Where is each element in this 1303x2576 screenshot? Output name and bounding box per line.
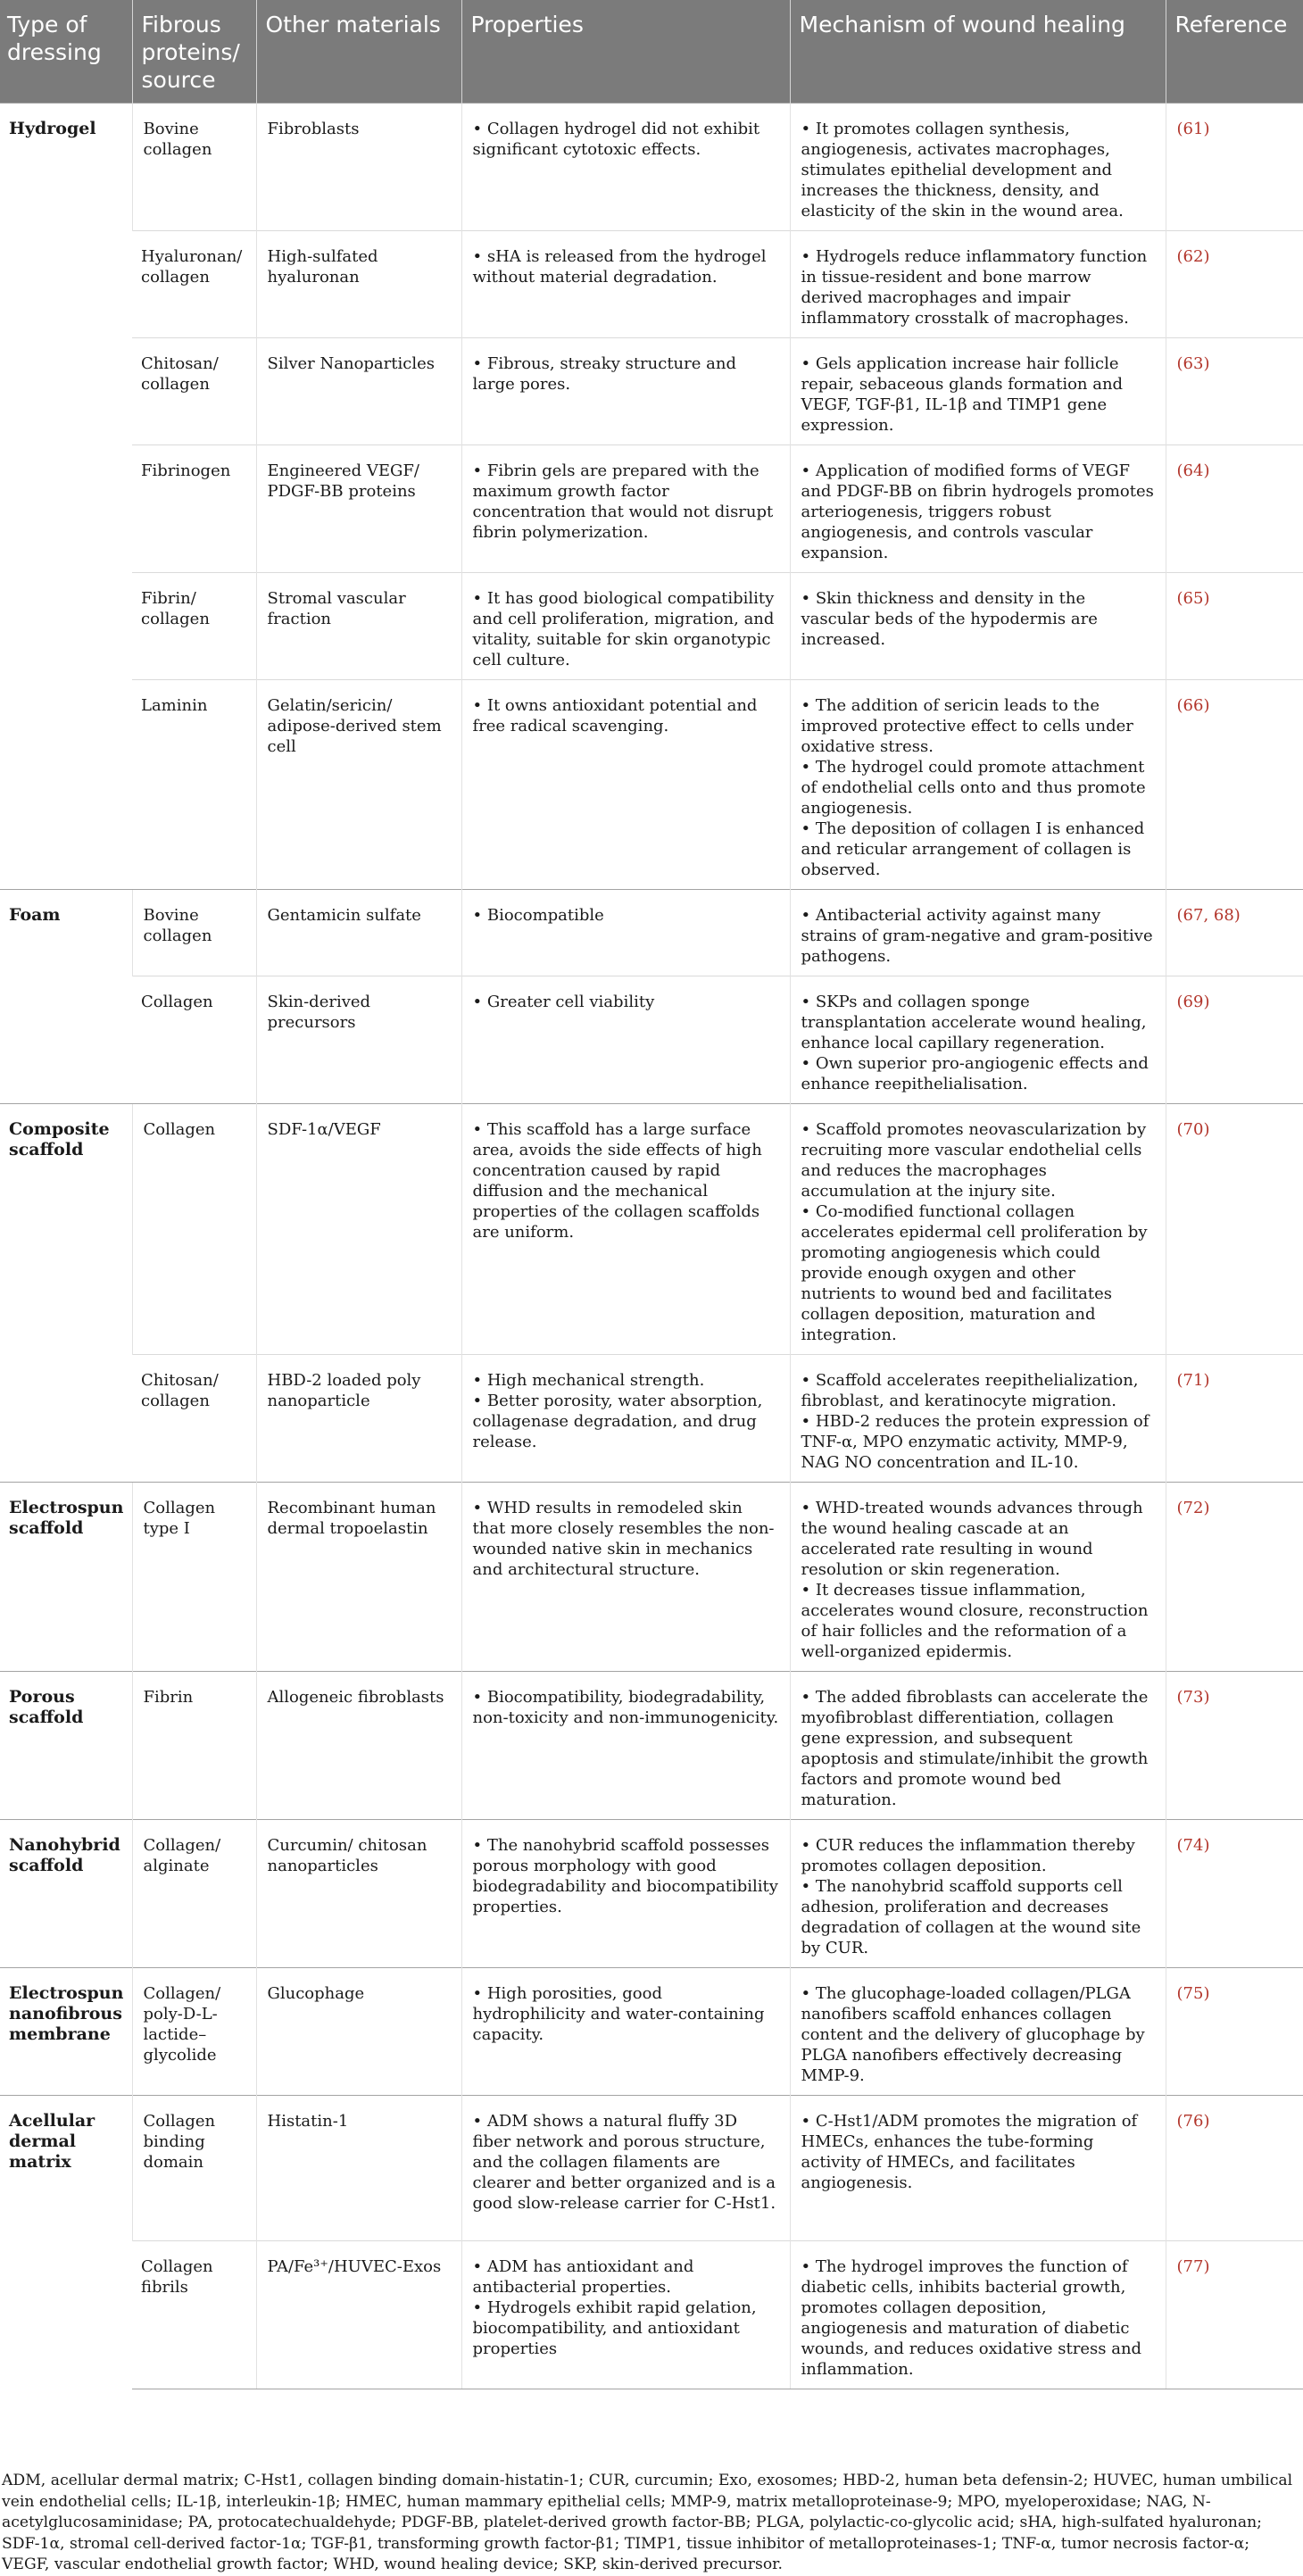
- reference-paren-close: ): [1203, 993, 1210, 1011]
- other-materials-cell: Allogeneic fibroblasts: [256, 1672, 461, 1820]
- reference-cell: [1166, 976, 1303, 1104]
- mechanism-cell: [790, 338, 1166, 445]
- reference-cell: [1166, 1672, 1303, 1820]
- properties-cell: [461, 2096, 790, 2241]
- property-bullet: • Greater cell viability: [472, 993, 655, 1011]
- mechanism-cell: [790, 976, 1166, 1104]
- properties-cell: [461, 976, 790, 1104]
- table-row: [0, 1968, 1303, 2096]
- table-footnote: ADM, acellular dermal matrix; C-Hst1, collagen binding domain-histatin-1; CUR, curcumin; Exo, exosomes; HBD-2, human beta defensin-2; HUVEC, human umbilical vein endothelial cells; IL-1β, interleukin-1β; HMEC, human mammary epithelial cells; MMP-9, matrix metalloproteinase-9; MPO, myeloperoxidase; NAG, N-acetylglucosaminidase; PA, protocatechualdehyde; PDGF-BB, platelet-derived growth factor-BB; PLGA, polylactic-co-glycolic acid; sHA, high-sulfated hyaluronan; SDF-1α, stromal cell-derived factor-1α; TGF-β1, transforming growth factor-β1; TIMP1, tissue inhibitor of metalloproteinases-1; TNF-α, tumor necrosis factor-α; VEGF, vascular endothelial growth factor; WHD, wound healing device; SKP, skin-derived precursor.: [2, 2472, 1293, 2573]
- reference-cell: [1166, 573, 1303, 680]
- header-mechanism: Mechanism of wound healing: [790, 0, 1166, 104]
- other-materials-cell: Engineered VEGF/ PDGF-BB proteins: [256, 445, 461, 573]
- reference-paren-open: (: [1176, 2257, 1183, 2276]
- reference-paren-close: ): [1203, 589, 1210, 608]
- other-materials-cell: Curcumin/ chitosan nanoparticles: [256, 1820, 461, 1968]
- mechanism-bullet: • Own superior pro-angiogenic effects and enhance reepithelialisation.: [801, 1054, 1149, 1093]
- reference-link[interactable]: 69: [1183, 993, 1204, 1011]
- mechanism-cell: [790, 231, 1166, 338]
- reference-link[interactable]: 75: [1183, 1984, 1204, 2003]
- reference-paren-close: ): [1203, 1120, 1210, 1139]
- fibrous-protein-cell: Bovine collagen: [132, 104, 256, 231]
- table-row: [0, 445, 1303, 573]
- mechanism-bullet: • CUR reduces the inflammation thereby promotes collagen deposition.: [801, 1836, 1135, 1875]
- mechanism-bullet: • The addition of sericin leads to the improved protective effect to cells under oxidative stress.: [801, 696, 1133, 756]
- reference-link[interactable]: 72: [1183, 1499, 1204, 1517]
- other-materials-cell: Gelatin/sericin/ adipose-derived stem cell: [256, 680, 461, 890]
- other-materials-cell: Glucophage: [256, 1968, 461, 2096]
- mechanism-bullet: • The glucophage-loaded collagen/PLGA nanofibers scaffold enhances collagen content and the delivery of glucophage by PLGA nanofibers effectively decreasing MMP-9.: [801, 1984, 1145, 2085]
- header-properties: Properties: [461, 0, 790, 104]
- mechanism-bullet: • C-Hst1/ADM promotes the migration of HMECs, enhances the tube-forming activity of HMECs, and facilitates angiogenesis.: [801, 2112, 1138, 2192]
- mechanism-bullet: • Co-modified functional collagen accelerates epidermal cell proliferation by promoting angiogenesis which could provide enough oxygen and other nutrients to wound bed and facilitates collagen deposition, maturation and integration.: [801, 1202, 1148, 1344]
- mechanism-cell: [790, 1355, 1166, 1483]
- mechanism-bullet: • The deposition of collagen I is enhanced and reticular arrangement of collagen is observed.: [801, 819, 1145, 879]
- properties-cell: [461, 1968, 790, 2096]
- table-row: [0, 104, 1303, 231]
- mechanism-cell: [790, 1104, 1166, 1355]
- reference-cell: [1166, 104, 1303, 231]
- other-materials-cell: Gentamicin sulfate: [256, 890, 461, 976]
- reference-paren-open: (: [1176, 1836, 1183, 1855]
- reference-paren-open: (: [1176, 993, 1183, 1011]
- mechanism-cell: [790, 890, 1166, 976]
- other-materials-cell: Skin-derived precursors: [256, 976, 461, 1104]
- reference-separator: ,: [1203, 906, 1214, 925]
- properties-cell: [461, 231, 790, 338]
- properties-cell: [461, 338, 790, 445]
- reference-paren-close: ): [1203, 120, 1210, 138]
- properties-cell: [461, 1672, 790, 1820]
- fibrous-protein-cell: Collagen binding domain: [132, 2096, 256, 2241]
- reference-cell: [1166, 1820, 1303, 1968]
- reference-link[interactable]: 73: [1183, 1688, 1204, 1707]
- table-row: [0, 1672, 1303, 1820]
- properties-cell: [461, 573, 790, 680]
- table-row: [0, 976, 1303, 1104]
- mechanism-bullet: • Skin thickness and density in the vascular beds of the hypodermis are increased.: [801, 589, 1098, 649]
- table-row: [0, 1355, 1303, 1483]
- mechanism-cell: [790, 2096, 1166, 2241]
- property-bullet: • Fibrous, streaky structure and large pores.: [472, 354, 736, 394]
- reference-link[interactable]: 61: [1183, 120, 1204, 138]
- reference-link[interactable]: 64: [1183, 461, 1204, 480]
- properties-cell: [461, 2241, 790, 2389]
- reference-cell: [1166, 1355, 1303, 1483]
- mechanism-bullet: • Antibacterial activity against many strains of gram-negative and gram-positive pathogens.: [801, 906, 1153, 966]
- table-row: [0, 890, 1303, 976]
- header-type: Type of dressing: [0, 0, 132, 104]
- mechanism-cell: [790, 1672, 1166, 1820]
- fibrous-protein-cell: Chitosan/ collagen: [132, 1355, 256, 1483]
- fibrous-protein-cell: Fibrin: [132, 1672, 256, 1820]
- reference-paren-open: (: [1176, 247, 1183, 266]
- fibrous-protein-cell: Laminin: [132, 680, 256, 890]
- fibrous-protein-cell: Fibrinogen: [132, 445, 256, 573]
- fibrous-protein-cell: Collagen type I: [132, 1483, 256, 1672]
- properties-cell: [461, 445, 790, 573]
- reference-paren-open: (: [1176, 1371, 1183, 1390]
- reference-paren-open: (: [1176, 461, 1183, 480]
- table-row: [0, 2096, 1303, 2241]
- reference-paren-close: ): [1203, 1836, 1210, 1855]
- table-row: [0, 680, 1303, 890]
- reference-link[interactable]: 70: [1183, 1120, 1204, 1139]
- reference-paren-close: ): [1203, 1688, 1210, 1707]
- dressing-type-cell: Porous scaffold: [0, 1672, 132, 1820]
- reference-cell: [1166, 338, 1303, 445]
- dressing-type-cell: Electrospun nanofibrous membrane: [0, 1968, 132, 2096]
- table-row: [0, 2241, 1303, 2389]
- reference-link[interactable]: 65: [1183, 589, 1204, 608]
- fibrous-protein-cell: Collagen fibrils: [132, 2241, 256, 2389]
- reference-paren-open: (: [1176, 354, 1183, 373]
- mechanism-bullet: • The hydrogel improves the function of diabetic cells, inhibits bacterial growth, promotes collagen deposition, angiogenesis and maturation of diabetic wounds, and reduces oxidative stress and inflammation.: [801, 2257, 1142, 2379]
- mechanism-cell: [790, 104, 1166, 231]
- properties-cell: [461, 1820, 790, 1968]
- property-bullet: • sHA is released from the hydrogel without material degradation.: [472, 247, 767, 287]
- reference-paren-close: ): [1203, 2112, 1210, 2131]
- reference-cell: [1166, 680, 1303, 890]
- reference-link[interactable]: 77: [1183, 2257, 1204, 2276]
- table-row: [0, 1483, 1303, 1672]
- mechanism-bullet: • The nanohybrid scaffold supports cell adhesion, proliferation and decreases degradation of collagen at the wound site by CUR.: [801, 1877, 1141, 1957]
- properties-cell: [461, 1483, 790, 1672]
- reference-link[interactable]: 71: [1183, 1371, 1204, 1390]
- other-materials-cell: Silver Nanoparticles: [256, 338, 461, 445]
- reference-paren-close: ): [1203, 354, 1210, 373]
- dressing-type-cell: Foam: [0, 890, 132, 1104]
- mechanism-bullet: • Application of modified forms of VEGF and PDGF-BB on fibrin hydrogels promotes arteriogenesis, triggers robust angiogenesis, and controls vascular expansion.: [801, 461, 1154, 562]
- dressing-type-cell: Hydrogel: [0, 104, 132, 890]
- table-body: [0, 104, 1303, 2389]
- table-row: [0, 231, 1303, 338]
- table-row: [0, 1104, 1303, 1355]
- header-other: Other materials: [256, 0, 461, 104]
- table-header: [0, 0, 1303, 104]
- fibrous-protein-cell: Collagen: [132, 976, 256, 1104]
- dressing-type-cell: Composite scaffold: [0, 1104, 132, 1483]
- fibrous-protein-cell: Chitosan/ collagen: [132, 338, 256, 445]
- mechanism-cell: [790, 1968, 1166, 2096]
- property-bullet: • High mechanical strength.: [472, 1371, 705, 1390]
- reference-paren-close: ): [1203, 1371, 1210, 1390]
- property-bullet: • Biocompatible: [472, 906, 604, 925]
- other-materials-cell: High-sulfated hyaluronan: [256, 231, 461, 338]
- mechanism-bullet: • The added fibroblasts can accelerate the myofibroblast differentiation, collagen gene expression, and subsequent apoptosis and stimulate/inhibit the growth factors and promote wound bed maturation.: [801, 1688, 1149, 1809]
- properties-cell: [461, 1104, 790, 1355]
- mechanism-cell: [790, 2241, 1166, 2389]
- reference-paren-close: ): [1233, 906, 1241, 925]
- reference-cell: [1166, 1483, 1303, 1672]
- property-bullet: • Biocompatibility, biodegradability, non-toxicity and non-immunogenicity.: [472, 1688, 779, 1727]
- reference-paren-close: ): [1203, 1984, 1210, 2003]
- property-bullet: • WHD results in remodeled skin that more closely resembles the non-wounded native skin in mechanics and architectural structure.: [472, 1499, 775, 1579]
- table-row: [0, 573, 1303, 680]
- other-materials-cell: Fibroblasts: [256, 104, 461, 231]
- reference-paren-open: (: [1176, 589, 1183, 608]
- reference-paren-open: (: [1176, 2112, 1183, 2131]
- fibrous-protein-cell: Bovine collagen: [132, 890, 256, 976]
- other-materials-cell: PA/Fe³⁺/HUVEC-Exos: [256, 2241, 461, 2389]
- reference-paren-close: ): [1203, 1499, 1210, 1517]
- header-row: [0, 0, 1303, 104]
- mechanism-cell: [790, 680, 1166, 890]
- mechanism-bullet: • It decreases tissue inflammation, accelerates wound closure, reconstruction of hair follicles and the reformation of a well-organized epidermis.: [801, 1581, 1149, 1661]
- fibrous-protein-cell: Collagen: [132, 1104, 256, 1355]
- mechanism-bullet: • SKPs and collagen sponge transplantation accelerate wound healing, enhance local capillary regeneration.: [801, 993, 1147, 1052]
- reference-link[interactable]: 67: [1183, 906, 1204, 925]
- properties-cell: [461, 1355, 790, 1483]
- fibrous-protein-cell: Fibrin/ collagen: [132, 573, 256, 680]
- mechanism-cell: [790, 573, 1166, 680]
- property-bullet: • ADM shows a natural fluffy 3D fiber network and porous structure, and the collagen filaments are clearer and better organized and is a good slow-release carrier for C-Hst1.: [472, 2112, 776, 2213]
- reference-paren-open: (: [1176, 1984, 1183, 2003]
- reference-paren-close: ): [1203, 2257, 1210, 2276]
- reference-paren-close: ): [1203, 461, 1210, 480]
- reference-cell: [1166, 890, 1303, 976]
- property-bullet: • Collagen hydrogel did not exhibit significant cytotoxic effects.: [472, 120, 760, 159]
- reference-paren-close: ): [1203, 696, 1210, 715]
- dressing-type-cell: Electrospun scaffold: [0, 1483, 132, 1672]
- other-materials-cell: Stromal vascular fraction: [256, 573, 461, 680]
- reference-paren-open: (: [1176, 120, 1183, 138]
- mechanism-bullet: • Hydrogels reduce inflammatory function in tissue-resident and bone marrow derived macrophages and impair inflammatory crosstalk of macrophages.: [801, 247, 1148, 328]
- reference-cell: [1166, 2096, 1303, 2241]
- property-bullet: • The nanohybrid scaffold possesses porous morphology with good biodegradability and biocompatibility properties.: [472, 1836, 778, 1916]
- other-materials-cell: SDF-1α/VEGF: [256, 1104, 461, 1355]
- fibrous-protein-cell: Collagen/ alginate: [132, 1820, 256, 1968]
- mechanism-bullet: • WHD-treated wounds advances through the wound healing cascade at an accelerated rate resulting in wound resolution or skin regeneration.: [801, 1499, 1143, 1579]
- dressing-type-cell: Nanohybrid scaffold: [0, 1820, 132, 1968]
- mechanism-bullet: • HBD-2 reduces the protein expression of TNF-α, MPO enzymatic activity, MMP-9, NAG NO concentration and IL-10.: [801, 1412, 1149, 1472]
- reference-paren-open: (: [1176, 1688, 1183, 1707]
- other-materials-cell: Recombinant human dermal tropoelastin: [256, 1483, 461, 1672]
- table-row: [0, 1820, 1303, 1968]
- mechanism-bullet: • The hydrogel could promote attachment of endothelial cells onto and thus promote angiogenesis.: [801, 758, 1146, 818]
- reference-paren-open: (: [1176, 1499, 1183, 1517]
- mechanism-bullet: • Scaffold accelerates reepithelialization, fibroblast, and keratinocyte migration.: [801, 1371, 1139, 1410]
- header-reference: Reference: [1166, 0, 1303, 104]
- mechanism-cell: [790, 445, 1166, 573]
- reference-paren-open: (: [1176, 906, 1183, 925]
- reference-paren-close: ): [1203, 247, 1210, 266]
- property-bullet: • It has good biological compatibility and cell proliferation, migration, and vitality, suitable for skin organotypic cell culture.: [472, 589, 775, 669]
- property-bullet: • High porosities, good hydrophilicity and water-containing capacity.: [472, 1984, 765, 2044]
- mechanism-cell: [790, 1820, 1166, 1968]
- properties-cell: [461, 680, 790, 890]
- property-bullet: • ADM has antioxidant and antibacterial properties.: [472, 2257, 694, 2297]
- header-fibrous: Fibrous proteins/ source: [132, 0, 256, 104]
- property-bullet: • This scaffold has a large surface area, avoids the side effects of high concentration caused by rapid diffusion and the mechanical properties of the collagen scaffolds are uniform.: [472, 1120, 762, 1242]
- other-materials-cell: HBD-2 loaded poly nanoparticle: [256, 1355, 461, 1483]
- reference-link[interactable]: 66: [1183, 696, 1204, 715]
- property-bullet: • Better porosity, water absorption, collagenase degradation, and drug release.: [472, 1392, 763, 1451]
- property-bullet: • It owns antioxidant potential and free radical scavenging.: [472, 696, 758, 735]
- reference-link[interactable]: 68: [1213, 906, 1234, 925]
- reference-link[interactable]: 76: [1183, 2112, 1204, 2131]
- properties-cell: [461, 890, 790, 976]
- reference-cell: [1166, 1104, 1303, 1355]
- dressing-type-cell: Acellular dermal matrix: [0, 2096, 132, 2389]
- reference-cell: [1166, 231, 1303, 338]
- fibrous-protein-cell: Hyaluronan/ collagen: [132, 231, 256, 338]
- reference-cell: [1166, 2241, 1303, 2389]
- mechanism-bullet: • Gels application increase hair follicle repair, sebaceous glands formation and VEGF, TGF-β1, IL-1β and TIMP1 gene expression.: [801, 354, 1124, 435]
- fibrous-protein-cell: Collagen/ poly-D-L-lactide–glycolide: [132, 1968, 256, 2096]
- property-bullet: • Fibrin gels are prepared with the maximum growth factor concentration that would not disrupt fibrin polymerization.: [472, 461, 774, 542]
- reference-cell: [1166, 445, 1303, 573]
- reference-paren-open: (: [1176, 1120, 1183, 1139]
- mechanism-bullet: • Scaffold promotes neovascularization by recruiting more vascular endothelial cells and reduces the macrophages accumulation at the injury site.: [801, 1120, 1147, 1201]
- other-materials-cell: Histatin-1: [256, 2096, 461, 2241]
- reference-cell: [1166, 1968, 1303, 2096]
- reference-link[interactable]: 63: [1183, 354, 1204, 373]
- properties-cell: [461, 104, 790, 231]
- mechanism-bullet: • It promotes collagen synthesis, angiogenesis, activates macrophages, stimulates epithelial development and increases the thickness, density, and elasticity of the skin in the wound area.: [801, 120, 1124, 220]
- mechanism-cell: [790, 1483, 1166, 1672]
- reference-paren-open: (: [1176, 696, 1183, 715]
- reference-link[interactable]: 74: [1183, 1836, 1204, 1855]
- property-bullet: • Hydrogels exhibit rapid gelation, biocompatibility, and antioxidant properties: [472, 2298, 757, 2358]
- table-row: [0, 338, 1303, 445]
- reference-link[interactable]: 62: [1183, 247, 1204, 266]
